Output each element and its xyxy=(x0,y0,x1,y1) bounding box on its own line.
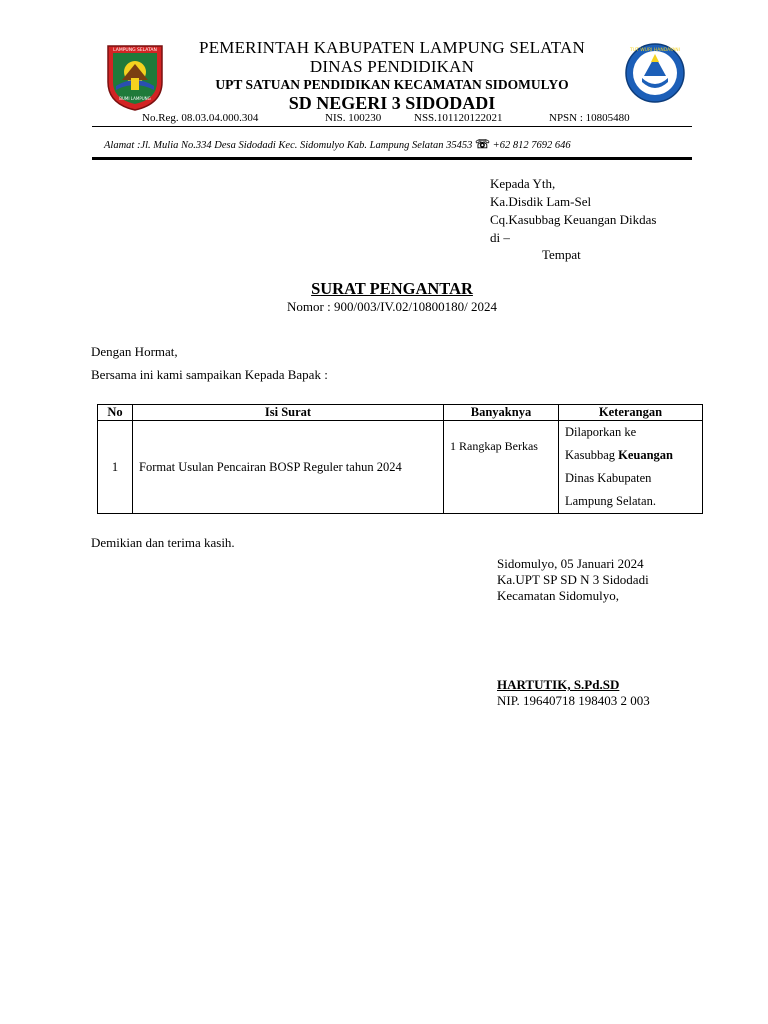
recipient-line-4: di – xyxy=(490,230,510,245)
registration-number: No.Reg. 08.03.04.000.304 xyxy=(142,112,259,124)
recipient-line-1: Kepada Yth, xyxy=(490,176,556,191)
letterhead-department: DINAS PENDIDIKAN xyxy=(309,57,475,76)
remarks-line-2 xyxy=(565,444,696,467)
phone-icon: ☏ xyxy=(474,137,490,151)
signature-position: Ka.UPT SP SD N 3 Sidodadi xyxy=(497,572,649,587)
remarks-line-4: Lampung Selatan. xyxy=(565,494,656,508)
remarks-line-3: Dinas Kabupaten xyxy=(565,471,652,485)
row-number: 1 xyxy=(98,421,133,514)
signature-place-date: Sidomulyo, 05 Januari 2024 xyxy=(497,556,644,571)
remarks-line-2-b: Keuangan xyxy=(618,448,674,462)
header-banyaknya: Banyaknya xyxy=(444,405,559,421)
header-divider-top xyxy=(92,126,692,127)
address-text: Alamat :Jl. Mulia No.334 Desa Sidodadi Kec. Sidomulyo Kab. Lampung Selatan 35453 xyxy=(104,140,473,151)
recipient-line-3: Cq.Kasubbag Keuangan Dikdas xyxy=(490,212,657,227)
letterhead-upt: UPT SATUAN PENDIDIKAN KECAMATAN SIDOMULYO xyxy=(215,77,569,92)
letter-number: Nomor : 900/003/IV.02/10800180/ 2024 xyxy=(287,299,497,314)
greeting: Dengan Hormat, xyxy=(91,344,178,359)
closing-text: Demikian dan terima kasih. xyxy=(91,535,235,550)
remarks-line-2-a: Kasubbag xyxy=(565,448,619,462)
letter-items-table xyxy=(97,404,703,514)
header-divider-bottom xyxy=(92,157,692,160)
recipient-place: Tempat xyxy=(542,247,581,262)
letterhead-government: PEMERINTAH KABUPATEN LAMPUNG SELATAN xyxy=(199,38,585,57)
nss-number: NSS.101120122021 xyxy=(414,112,503,124)
left-logo-bottom-text: BUMI LAMPUNG xyxy=(119,96,151,101)
school-address xyxy=(104,137,571,152)
signatory-nip: NIP. 19640718 198403 2 003 xyxy=(497,693,650,708)
header-isi-surat: Isi Surat xyxy=(133,405,444,421)
table-row xyxy=(98,421,703,514)
right-logo-text: TUT WURI HANDAYANI xyxy=(630,48,680,53)
lampung-selatan-logo xyxy=(104,42,166,112)
signatory-name: HARTUTIK, S.Pd.SD xyxy=(497,677,620,692)
table-header-row xyxy=(98,405,703,421)
recipient-line-2: Ka.Disdik Lam-Sel xyxy=(490,194,592,209)
row-quantity: 1 Rangkap Berkas xyxy=(444,421,559,514)
row-remarks xyxy=(559,421,703,514)
remarks-line-1: Dilaporkan ke xyxy=(565,425,637,439)
header-keterangan: Keterangan xyxy=(559,405,703,421)
npsn-number: NPSN : 10805480 xyxy=(549,112,630,124)
tut-wuri-handayani-logo xyxy=(622,42,688,104)
left-logo-top-text: LAMPUNG SELATAN xyxy=(113,48,157,53)
phone-number: +62 812 7692 646 xyxy=(492,140,571,151)
nis-number: NIS. 100230 xyxy=(325,112,382,124)
header-no: No xyxy=(98,405,133,421)
school-name: SD NEGERI 3 SIDODADI xyxy=(288,93,496,113)
signature-district: Kecamatan Sidomulyo, xyxy=(497,588,620,603)
intro-text: Bersama ini kami sampaikan Kepada Bapak : xyxy=(91,367,328,382)
letter-title: SURAT PENGANTAR xyxy=(311,279,473,298)
row-description: Format Usulan Pencairan BOSP Reguler tahun 2024 xyxy=(133,421,444,514)
